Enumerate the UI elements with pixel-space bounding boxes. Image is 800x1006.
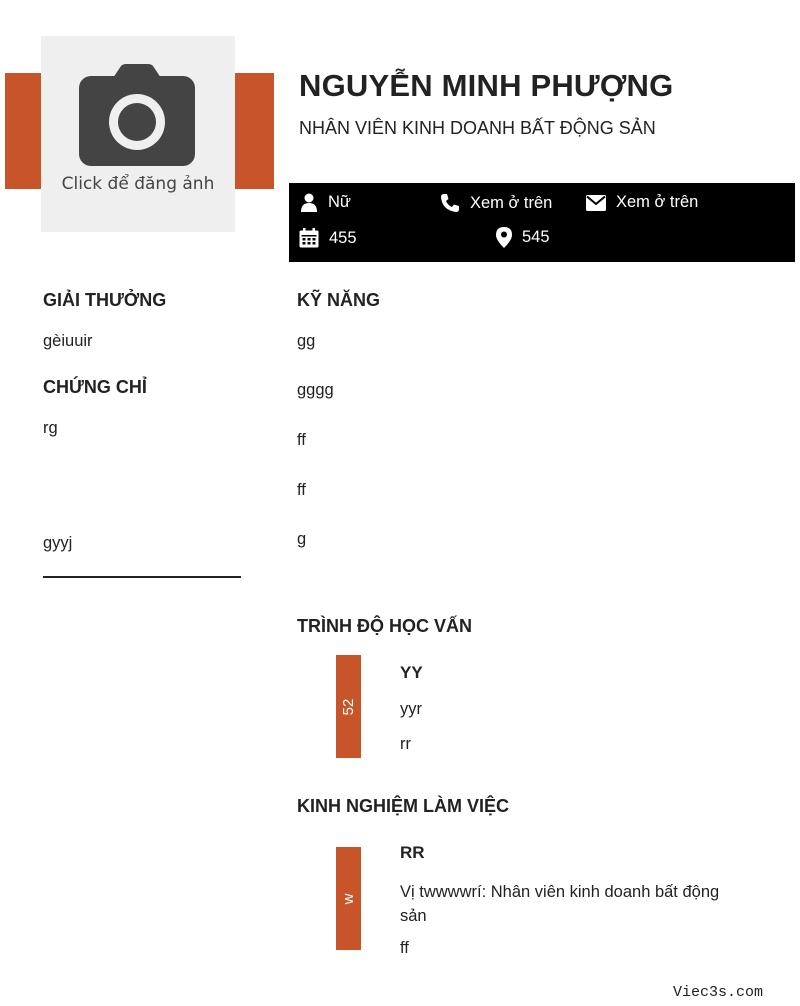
extra-text: gyyj bbox=[43, 534, 73, 552]
birthday-value: 455 bbox=[329, 228, 357, 247]
awards-text: gèiuuir bbox=[43, 332, 93, 350]
calendar-icon bbox=[299, 228, 319, 248]
skill-item: gg bbox=[297, 332, 316, 350]
contact-bar bbox=[289, 183, 795, 262]
photo-accent-right bbox=[235, 73, 274, 189]
skill-item: gggg bbox=[297, 381, 334, 399]
job-title: NHÂN VIÊN KINH DOANH BẤT ĐỘNG SẢN bbox=[299, 118, 656, 138]
gender-value: Nữ bbox=[328, 193, 351, 211]
experience-title: RR bbox=[400, 843, 425, 862]
contact-address bbox=[496, 227, 550, 248]
photo-caption: Click để đăng ảnh bbox=[61, 174, 215, 194]
address-value: 545 bbox=[522, 228, 550, 246]
email-icon bbox=[586, 195, 606, 211]
contact-phone bbox=[440, 193, 552, 213]
email-value: Xem ở trên bbox=[616, 193, 699, 211]
left-divider bbox=[43, 576, 241, 578]
contact-gender bbox=[300, 193, 351, 212]
location-pin-icon bbox=[496, 227, 512, 248]
certificates-text: rg bbox=[43, 419, 58, 437]
phone-icon bbox=[440, 193, 460, 213]
experience-line: Vị twwwwrí: Nhân viên kinh doanh bất động sản bbox=[400, 883, 720, 925]
camera-icon bbox=[79, 64, 195, 166]
experience-date: w bbox=[340, 893, 357, 904]
skill-item: ff bbox=[297, 431, 306, 449]
education-title: YY bbox=[400, 663, 423, 682]
education-line: yyr bbox=[400, 700, 422, 718]
contact-email bbox=[586, 193, 698, 212]
experience-date-bar bbox=[336, 847, 361, 950]
experience-line: ff bbox=[400, 939, 409, 957]
contact-birthday bbox=[299, 228, 357, 248]
education-date: 52 bbox=[340, 698, 357, 715]
photo-upload[interactable] bbox=[41, 36, 235, 232]
photo-accent-left bbox=[5, 73, 41, 189]
person-icon bbox=[300, 193, 318, 212]
phone-value: Xem ở trên bbox=[470, 193, 553, 212]
skills-heading: KỸ NĂNG bbox=[297, 290, 381, 310]
skill-item: ff bbox=[297, 481, 306, 499]
education-heading: TRÌNH ĐỘ HỌC VẤN bbox=[297, 616, 472, 636]
footer-brand: Viec3s.com bbox=[673, 984, 764, 1001]
awards-heading: GIẢI THƯỞNG bbox=[43, 290, 167, 310]
skill-item: g bbox=[297, 530, 307, 548]
candidate-name: NGUYỄN MINH PHƯỢNG bbox=[299, 68, 674, 103]
certificates-heading: CHỨNG CHỈ bbox=[43, 377, 147, 397]
education-date-bar bbox=[336, 655, 361, 758]
experience-heading: KINH NGHIỆM LÀM VIỆC bbox=[297, 796, 510, 816]
education-line: rr bbox=[400, 735, 411, 753]
